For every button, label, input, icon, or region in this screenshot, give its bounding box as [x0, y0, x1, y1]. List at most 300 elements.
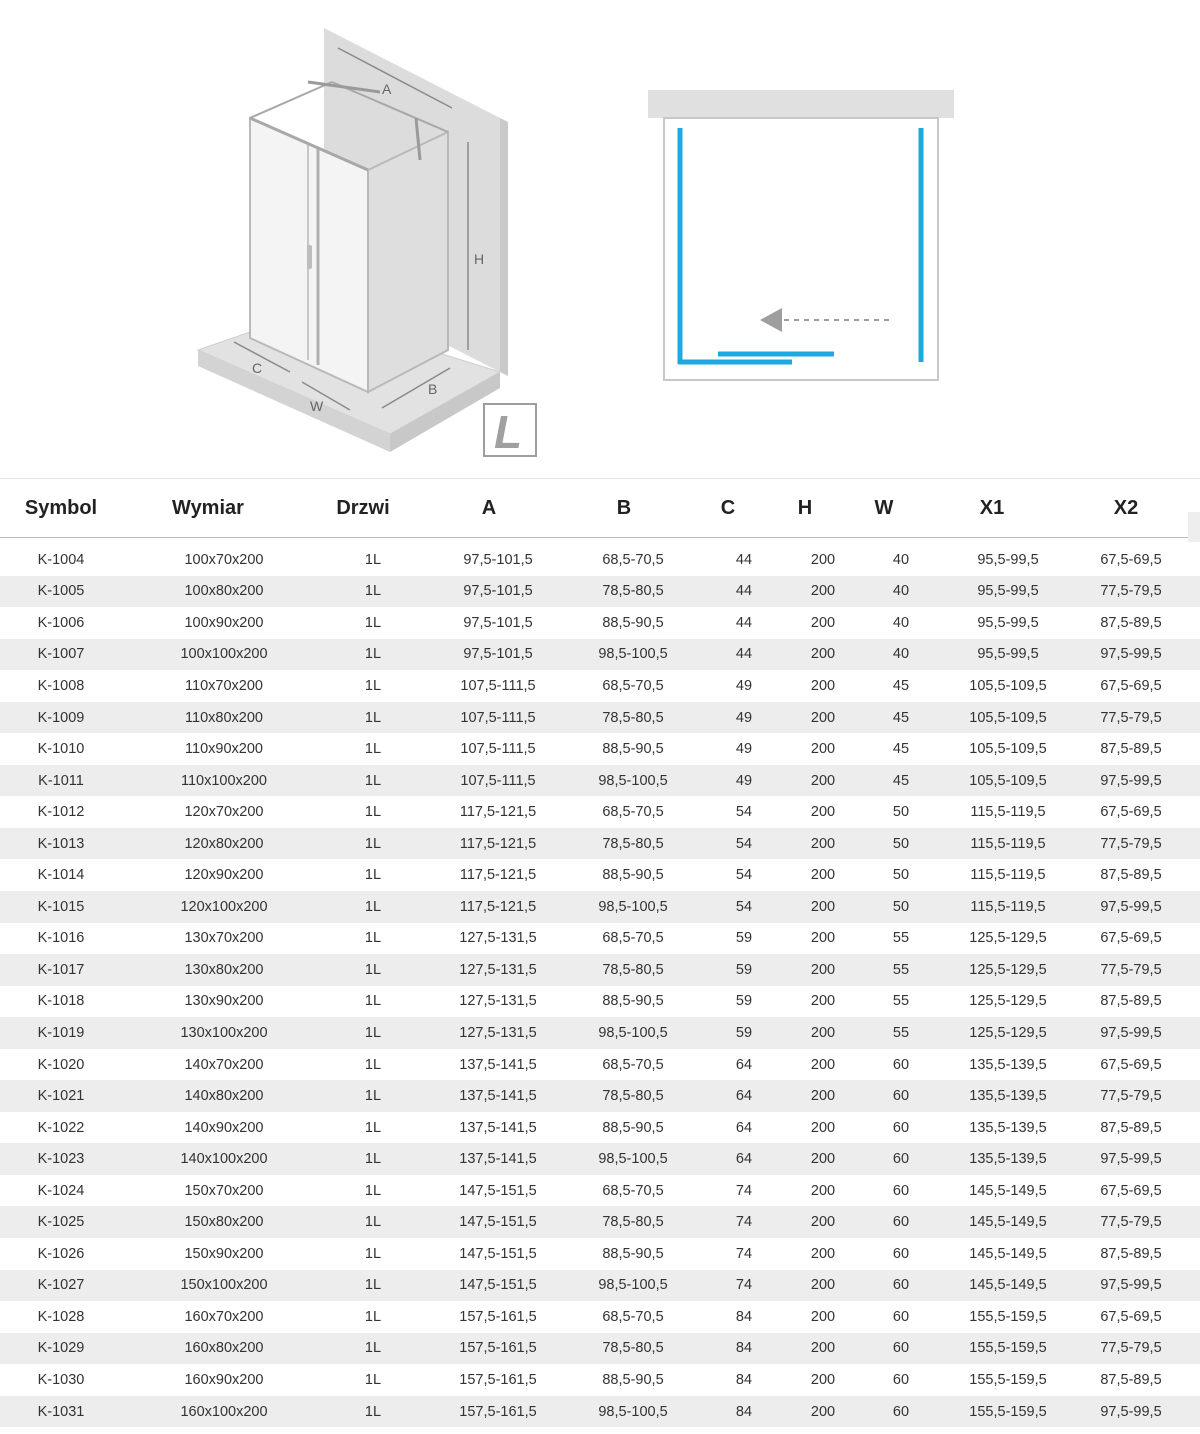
cell-c: 84: [735, 1403, 753, 1420]
cell-c: 54: [735, 898, 753, 915]
cell-x1: 105,5-109,5: [969, 741, 1047, 758]
cell-a: 137,5-141,5: [459, 1151, 537, 1168]
table-row: [0, 923, 1200, 955]
cell-a: 117,5-121,5: [459, 867, 537, 884]
cell-c: 59: [735, 961, 753, 978]
cell-w: 45: [892, 709, 910, 726]
cell-b: 98,5-100,5: [598, 646, 668, 663]
cell-symbol: K-1008: [37, 677, 85, 694]
cell-x2: 67,5-69,5: [1100, 1182, 1162, 1199]
table-row: [0, 670, 1200, 702]
cell-x2: 67,5-69,5: [1100, 677, 1162, 694]
cell-wymiar: 130x70x200: [184, 930, 264, 947]
cell-drzwi: 1L: [364, 1024, 382, 1041]
cell-c: 74: [735, 1277, 753, 1294]
cell-a: 147,5-151,5: [459, 1245, 537, 1262]
header-w: W: [874, 496, 894, 519]
cell-a: 97,5-101,5: [463, 646, 533, 663]
cell-w: 60: [892, 1088, 910, 1105]
cell-x1: 135,5-139,5: [969, 1056, 1047, 1073]
cell-a: 107,5-111,5: [460, 709, 536, 726]
cell-drzwi: 1L: [364, 1277, 382, 1294]
cell-c: 44: [735, 551, 753, 568]
table-row: [0, 1049, 1200, 1081]
cell-b: 88,5-90,5: [602, 614, 664, 631]
wall-strip: [648, 90, 954, 118]
cell-w: 60: [892, 1308, 910, 1325]
cell-x2: 77,5-79,5: [1100, 583, 1162, 600]
cell-symbol: K-1014: [37, 867, 85, 884]
cell-b: 78,5-80,5: [602, 583, 664, 600]
cell-c: 64: [735, 1119, 753, 1136]
header-x2: X2: [1113, 496, 1139, 519]
cell-w: 60: [892, 1214, 910, 1231]
cell-wymiar: 120x100x200: [180, 898, 268, 915]
cell-a: 147,5-151,5: [459, 1277, 537, 1294]
cell-a: 157,5-161,5: [459, 1308, 537, 1325]
cell-x1: 155,5-159,5: [969, 1308, 1047, 1325]
cell-drzwi: 1L: [364, 741, 382, 758]
cell-h: 200: [810, 551, 836, 568]
cell-wymiar: 160x70x200: [184, 1308, 264, 1325]
cell-wymiar: 160x80x200: [184, 1340, 264, 1357]
table-row: [0, 576, 1200, 608]
cell-b: 98,5-100,5: [598, 1403, 668, 1420]
cell-b: 68,5-70,5: [602, 804, 664, 821]
cell-b: 88,5-90,5: [602, 867, 664, 884]
cell-drzwi: 1L: [364, 930, 382, 947]
cell-h: 200: [810, 867, 836, 884]
cell-h: 200: [810, 741, 836, 758]
cell-symbol: K-1019: [37, 1024, 85, 1041]
cell-wymiar: 160x90x200: [184, 1371, 264, 1388]
cell-x1: 135,5-139,5: [969, 1151, 1047, 1168]
cell-h: 200: [810, 804, 836, 821]
cell-c: 84: [735, 1308, 753, 1325]
cell-x1: 105,5-109,5: [969, 709, 1047, 726]
table-row: [0, 954, 1200, 986]
cell-wymiar: 100x100x200: [180, 646, 268, 663]
cell-x2: 97,5-99,5: [1100, 772, 1162, 789]
cell-symbol: K-1015: [37, 898, 85, 915]
cell-w: 55: [892, 993, 910, 1010]
cell-x1: 125,5-129,5: [969, 993, 1047, 1010]
cell-w: 50: [892, 867, 910, 884]
cell-h: 200: [810, 772, 836, 789]
cell-wymiar: 140x80x200: [184, 1088, 264, 1105]
scrollbar-tab[interactable]: [1188, 512, 1200, 542]
cell-x1: 125,5-129,5: [969, 930, 1047, 947]
cell-x2: 77,5-79,5: [1100, 709, 1162, 726]
cell-drzwi: 1L: [364, 1088, 382, 1105]
cell-h: 200: [810, 1182, 836, 1199]
cell-x1: 105,5-109,5: [969, 677, 1047, 694]
cell-c: 64: [735, 1056, 753, 1073]
cell-h: 200: [810, 1151, 836, 1168]
table-row: [0, 1017, 1200, 1049]
table-row: [0, 765, 1200, 797]
table-row: [0, 859, 1200, 891]
cell-wymiar: 150x80x200: [184, 1214, 264, 1231]
shower-isometric-diagram: [190, 20, 550, 460]
cell-a: 97,5-101,5: [463, 583, 533, 600]
cell-b: 98,5-100,5: [598, 1024, 668, 1041]
cell-w: 55: [892, 961, 910, 978]
cell-c: 44: [735, 614, 753, 631]
cell-a: 97,5-101,5: [463, 551, 533, 568]
header-x1: X1: [979, 496, 1005, 519]
cell-x2: 67,5-69,5: [1100, 1056, 1162, 1073]
cell-x2: 87,5-89,5: [1100, 1371, 1162, 1388]
cell-c: 84: [735, 1340, 753, 1357]
cell-x1: 115,5-119,5: [970, 835, 1046, 852]
cell-w: 40: [892, 614, 910, 631]
cell-w: 60: [892, 1371, 910, 1388]
cell-x2: 87,5-89,5: [1100, 1119, 1162, 1136]
cell-b: 78,5-80,5: [602, 835, 664, 852]
cell-wymiar: 120x80x200: [184, 835, 264, 852]
cell-h: 200: [810, 1119, 836, 1136]
cell-drzwi: 1L: [364, 709, 382, 726]
cell-w: 45: [892, 772, 910, 789]
cell-drzwi: 1L: [364, 1119, 382, 1136]
cell-c: 49: [735, 677, 753, 694]
cell-x2: 67,5-69,5: [1100, 1308, 1162, 1325]
cell-b: 78,5-80,5: [602, 961, 664, 978]
cell-x2: 67,5-69,5: [1100, 930, 1162, 947]
table-row: [0, 1175, 1200, 1207]
cell-wymiar: 130x90x200: [184, 993, 264, 1010]
cell-symbol: K-1024: [37, 1182, 85, 1199]
cell-symbol: K-1028: [37, 1308, 85, 1325]
cell-x2: 77,5-79,5: [1100, 835, 1162, 852]
cell-c: 59: [735, 993, 753, 1010]
cell-x2: 77,5-79,5: [1100, 1214, 1162, 1231]
cell-a: 147,5-151,5: [459, 1214, 537, 1231]
cell-x1: 155,5-159,5: [969, 1403, 1047, 1420]
cell-x2: 87,5-89,5: [1100, 1245, 1162, 1262]
cell-a: 107,5-111,5: [460, 741, 536, 758]
table-row: [0, 639, 1200, 671]
cell-w: 60: [892, 1340, 910, 1357]
cell-b: 68,5-70,5: [602, 551, 664, 568]
cell-a: 157,5-161,5: [459, 1403, 537, 1420]
product-diagrams: [0, 0, 1200, 478]
cell-wymiar: 150x70x200: [184, 1182, 264, 1199]
cell-a: 107,5-111,5: [460, 772, 536, 789]
cell-symbol: K-1006: [37, 614, 85, 631]
cell-a: 157,5-161,5: [459, 1371, 537, 1388]
header-a: A: [481, 496, 497, 519]
cell-c: 64: [735, 1151, 753, 1168]
cell-b: 78,5-80,5: [602, 709, 664, 726]
table-row: [0, 1112, 1200, 1144]
cell-w: 50: [892, 835, 910, 852]
cell-h: 200: [810, 1371, 836, 1388]
cell-x2: 77,5-79,5: [1100, 961, 1162, 978]
table-row: [0, 986, 1200, 1018]
cell-drzwi: 1L: [364, 835, 382, 852]
cell-drzwi: 1L: [364, 804, 382, 821]
cell-x1: 145,5-149,5: [969, 1182, 1047, 1199]
dimension-label-c: C: [252, 360, 263, 376]
cell-b: 88,5-90,5: [602, 1245, 664, 1262]
cell-wymiar: 120x70x200: [184, 804, 264, 821]
header-b: B: [616, 496, 632, 519]
cell-x1: 155,5-159,5: [969, 1371, 1047, 1388]
cell-w: 40: [892, 583, 910, 600]
cell-a: 137,5-141,5: [459, 1088, 537, 1105]
cell-h: 200: [810, 677, 836, 694]
table-row: [0, 1238, 1200, 1270]
cell-wymiar: 130x100x200: [180, 1024, 268, 1041]
cell-c: 44: [735, 646, 753, 663]
cell-wymiar: 160x100x200: [180, 1403, 268, 1420]
table-body: [0, 544, 1200, 1427]
cell-h: 200: [810, 1340, 836, 1357]
cell-symbol: K-1009: [37, 709, 85, 726]
cell-h: 200: [810, 709, 836, 726]
cell-a: 127,5-131,5: [459, 993, 537, 1010]
cell-symbol: K-1011: [38, 772, 84, 789]
cell-drzwi: 1L: [364, 1308, 382, 1325]
cell-a: 127,5-131,5: [459, 930, 537, 947]
cell-x2: 77,5-79,5: [1100, 1088, 1162, 1105]
dimension-label-w: W: [310, 398, 324, 414]
cell-wymiar: 110x100x200: [180, 772, 267, 789]
header-c: C: [720, 496, 736, 519]
cell-drzwi: 1L: [364, 898, 382, 915]
cell-drzwi: 1L: [364, 583, 382, 600]
cell-x2: 87,5-89,5: [1100, 614, 1162, 631]
cell-a: 97,5-101,5: [463, 614, 533, 631]
cell-a: 137,5-141,5: [459, 1119, 537, 1136]
shower-plan-view-diagram: [640, 80, 960, 390]
cell-x2: 97,5-99,5: [1100, 646, 1162, 663]
cell-drzwi: 1L: [364, 614, 382, 631]
table-row: [0, 1143, 1200, 1175]
cell-drzwi: 1L: [364, 1151, 382, 1168]
cell-c: 74: [735, 1182, 753, 1199]
cell-b: 98,5-100,5: [598, 898, 668, 915]
cell-drzwi: 1L: [364, 1371, 382, 1388]
cell-c: 54: [735, 804, 753, 821]
cell-symbol: K-1013: [37, 835, 85, 852]
cell-h: 200: [810, 1214, 836, 1231]
cell-h: 200: [810, 898, 836, 915]
table-row: [0, 607, 1200, 639]
cell-h: 200: [810, 1024, 836, 1041]
cell-x2: 97,5-99,5: [1100, 898, 1162, 915]
cell-h: 200: [810, 614, 836, 631]
cell-w: 60: [892, 1277, 910, 1294]
table-row: [0, 1080, 1200, 1112]
cell-h: 200: [810, 1308, 836, 1325]
header-wymiar: Wymiar: [172, 496, 244, 519]
cell-h: 200: [810, 835, 836, 852]
cell-b: 68,5-70,5: [602, 930, 664, 947]
cell-a: 117,5-121,5: [459, 835, 537, 852]
cell-h: 200: [810, 1245, 836, 1262]
cell-symbol: K-1023: [37, 1151, 85, 1168]
cell-x1: 115,5-119,5: [970, 804, 1046, 821]
cell-wymiar: 130x80x200: [184, 961, 264, 978]
cell-b: 68,5-70,5: [602, 1182, 664, 1199]
cell-x2: 97,5-99,5: [1100, 1151, 1162, 1168]
cell-symbol: K-1005: [37, 583, 85, 600]
table-row: [0, 891, 1200, 923]
dimension-label-h: H: [474, 251, 485, 267]
cell-wymiar: 110x70x200: [185, 677, 263, 694]
dimension-label-b: B: [428, 381, 438, 397]
cell-w: 60: [892, 1119, 910, 1136]
cell-wymiar: 110x90x200: [185, 741, 263, 758]
cell-c: 44: [735, 583, 753, 600]
cell-x2: 97,5-99,5: [1100, 1403, 1162, 1420]
cell-b: 68,5-70,5: [602, 677, 664, 694]
cell-x1: 145,5-149,5: [969, 1245, 1047, 1262]
table-row: [0, 733, 1200, 765]
cell-drzwi: 1L: [364, 1245, 382, 1262]
cell-c: 59: [735, 1024, 753, 1041]
cell-c: 49: [735, 772, 753, 789]
cell-x2: 77,5-79,5: [1100, 1340, 1162, 1357]
cell-h: 200: [810, 1088, 836, 1105]
cell-x1: 135,5-139,5: [969, 1119, 1047, 1136]
header-symbol: Symbol: [24, 496, 98, 519]
cell-h: 200: [810, 993, 836, 1010]
cell-w: 55: [892, 930, 910, 947]
table-row: [0, 1364, 1200, 1396]
cell-x2: 67,5-69,5: [1100, 804, 1162, 821]
cell-x1: 145,5-149,5: [969, 1214, 1047, 1231]
cell-symbol: K-1025: [37, 1214, 85, 1231]
cell-drzwi: 1L: [364, 551, 382, 568]
cell-a: 147,5-151,5: [459, 1182, 537, 1199]
cell-w: 60: [892, 1056, 910, 1073]
cell-drzwi: 1L: [364, 993, 382, 1010]
cell-b: 88,5-90,5: [602, 993, 664, 1010]
cell-c: 49: [735, 741, 753, 758]
table-row: [0, 796, 1200, 828]
cell-w: 50: [892, 898, 910, 915]
cell-w: 50: [892, 804, 910, 821]
cell-symbol: K-1022: [37, 1119, 85, 1136]
cell-b: 88,5-90,5: [602, 1371, 664, 1388]
cell-b: 98,5-100,5: [598, 1151, 668, 1168]
table-header: [0, 478, 1200, 538]
cell-a: 117,5-121,5: [459, 898, 537, 915]
cell-x1: 155,5-159,5: [969, 1340, 1047, 1357]
cell-w: 55: [892, 1024, 910, 1041]
cell-wymiar: 150x100x200: [180, 1277, 268, 1294]
cell-x1: 125,5-129,5: [969, 1024, 1047, 1041]
cell-a: 107,5-111,5: [460, 677, 536, 694]
table-row: [0, 1270, 1200, 1302]
cell-symbol: K-1026: [37, 1245, 85, 1262]
table-row: [0, 1396, 1200, 1428]
cell-x1: 145,5-149,5: [969, 1277, 1047, 1294]
cell-drzwi: 1L: [364, 1056, 382, 1073]
cell-c: 59: [735, 930, 753, 947]
cell-symbol: K-1030: [37, 1371, 85, 1388]
cell-a: 157,5-161,5: [459, 1340, 537, 1357]
table-row: [0, 1206, 1200, 1238]
cell-symbol: K-1017: [37, 961, 85, 978]
cell-symbol: K-1018: [37, 993, 85, 1010]
cell-wymiar: 120x90x200: [184, 867, 264, 884]
cell-symbol: K-1029: [37, 1340, 85, 1357]
cell-b: 68,5-70,5: [602, 1056, 664, 1073]
cell-symbol: K-1021: [37, 1088, 85, 1105]
cell-x1: 105,5-109,5: [969, 772, 1047, 789]
cell-b: 98,5-100,5: [598, 1277, 668, 1294]
cell-x1: 95,5-99,5: [977, 614, 1039, 631]
cell-x2: 97,5-99,5: [1100, 1277, 1162, 1294]
cell-b: 68,5-70,5: [602, 1308, 664, 1325]
table-row: [0, 1301, 1200, 1333]
cell-wymiar: 150x90x200: [184, 1245, 264, 1262]
cell-x1: 95,5-99,5: [977, 551, 1039, 568]
cell-x2: 67,5-69,5: [1100, 551, 1162, 568]
cell-b: 78,5-80,5: [602, 1088, 664, 1105]
cell-h: 200: [810, 1403, 836, 1420]
cell-x1: 125,5-129,5: [969, 961, 1047, 978]
cell-drzwi: 1L: [364, 772, 382, 789]
cell-b: 78,5-80,5: [602, 1340, 664, 1357]
cell-x1: 115,5-119,5: [970, 867, 1046, 884]
cell-x2: 87,5-89,5: [1100, 993, 1162, 1010]
cell-x1: 135,5-139,5: [969, 1088, 1047, 1105]
cell-w: 45: [892, 741, 910, 758]
cell-symbol: K-1020: [37, 1056, 85, 1073]
dimension-label-a: A: [382, 81, 392, 97]
cell-symbol: K-1016: [37, 930, 85, 947]
cell-symbol: K-1004: [37, 551, 85, 568]
cell-h: 200: [810, 1277, 836, 1294]
cell-x1: 95,5-99,5: [977, 646, 1039, 663]
cell-symbol: K-1027: [37, 1277, 85, 1294]
cell-c: 54: [735, 867, 753, 884]
header-h: H: [797, 496, 813, 519]
cell-w: 40: [892, 551, 910, 568]
cell-x2: 97,5-99,5: [1100, 1024, 1162, 1041]
cell-c: 74: [735, 1214, 753, 1231]
cell-w: 60: [892, 1403, 910, 1420]
table-row: [0, 702, 1200, 734]
cell-a: 127,5-131,5: [459, 1024, 537, 1041]
cell-x1: 115,5-119,5: [970, 898, 1046, 915]
cell-h: 200: [810, 646, 836, 663]
cell-wymiar: 100x90x200: [184, 614, 264, 631]
cell-wymiar: 110x80x200: [185, 709, 263, 726]
cell-drzwi: 1L: [364, 677, 382, 694]
cell-x2: 87,5-89,5: [1100, 867, 1162, 884]
cell-drzwi: 1L: [364, 867, 382, 884]
dimensions-table: [0, 478, 1200, 1427]
cell-symbol: K-1031: [37, 1403, 85, 1420]
cell-a: 117,5-121,5: [459, 804, 537, 821]
cell-wymiar: 100x80x200: [184, 583, 264, 600]
cell-h: 200: [810, 961, 836, 978]
cell-c: 84: [735, 1371, 753, 1388]
orientation-badge-letter: L: [494, 406, 523, 458]
cell-w: 60: [892, 1182, 910, 1199]
cell-x2: 87,5-89,5: [1100, 741, 1162, 758]
cell-b: 78,5-80,5: [602, 1214, 664, 1231]
cell-h: 200: [810, 1056, 836, 1073]
cell-c: 49: [735, 709, 753, 726]
